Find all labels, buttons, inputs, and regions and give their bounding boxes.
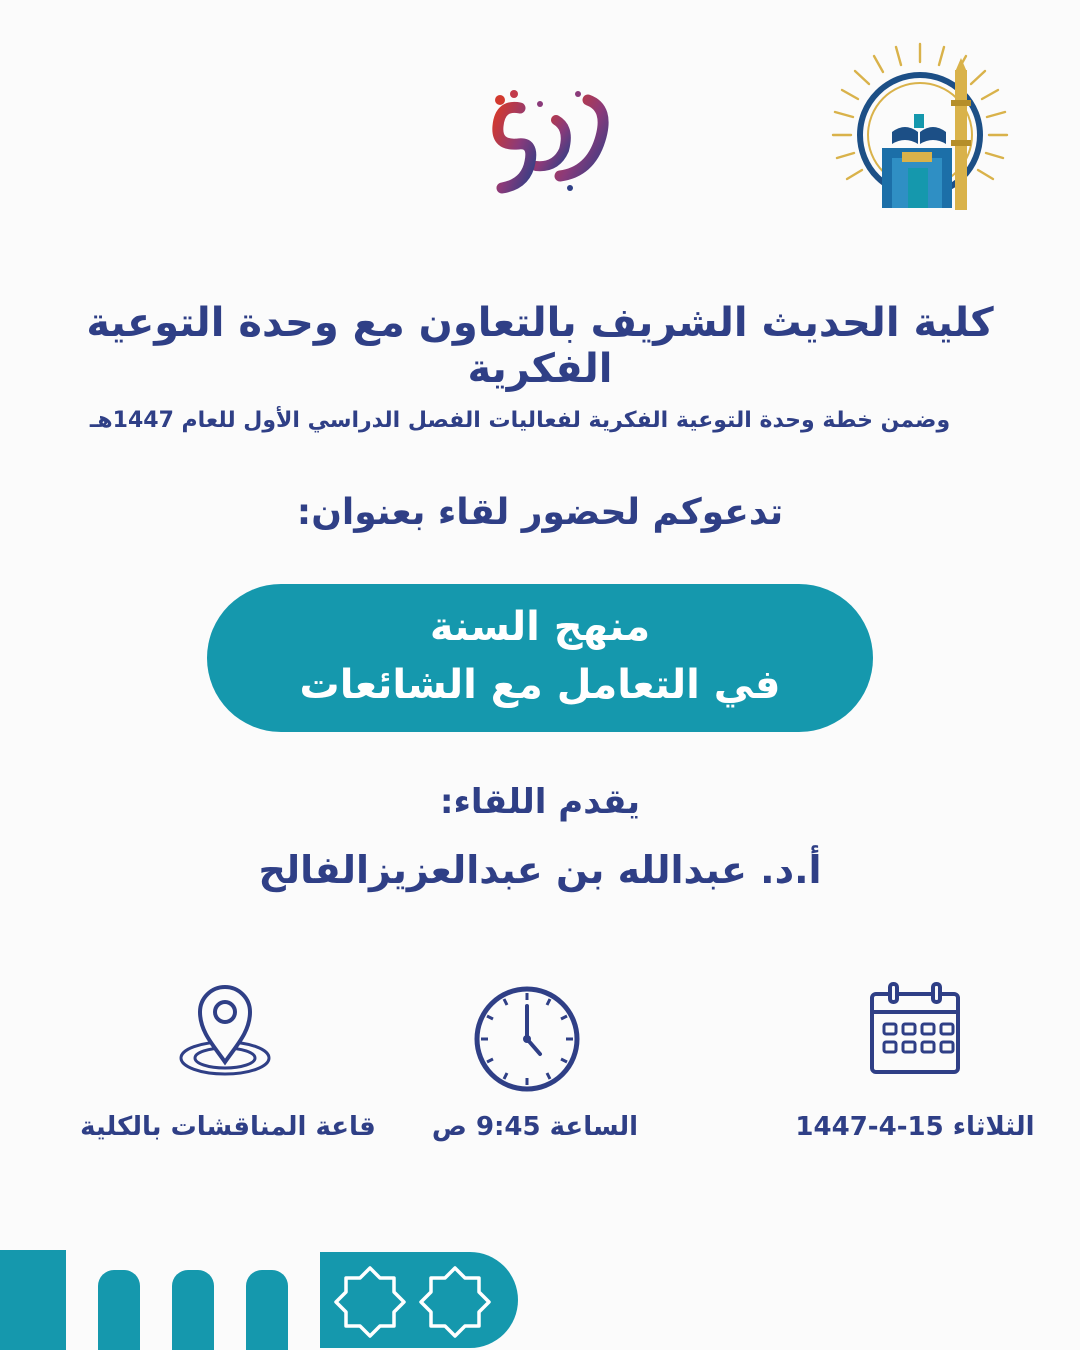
event-date: الثلاثاء 15-4-1447 — [795, 1112, 1035, 1142]
lecture-title-line1: منهج السنة — [429, 604, 651, 650]
main-title: كلية الحديث الشريف بالتعاون مع وحدة التوعية الفكرية — [86, 300, 994, 392]
lecture-title-line2: في التعامل مع الشائعات — [299, 662, 781, 708]
bottom-decoration — [0, 1250, 1080, 1350]
location-pin-icon — [170, 976, 280, 1086]
calendar-icon — [860, 978, 970, 1088]
subtitle: وضمن خطة وحدة التوعية الفكرية لفعاليات الفصل الدراسي الأول للعام 1447هـ — [89, 408, 951, 433]
university-emblem-icon — [830, 40, 1010, 220]
lecture-title-banner — [207, 584, 873, 732]
invite-text: تدعوكم لحضور لقاء بعنوان: — [296, 492, 784, 533]
presenter-name: أ.د. عبدالله بن عبدالعزيزالفالح — [258, 848, 822, 892]
dawa-calligraphy-logo-icon — [460, 80, 630, 200]
clock-icon — [472, 984, 582, 1094]
event-location: قاعة المناقشات بالكلية — [80, 1112, 376, 1142]
event-time: الساعة 9:45 ص — [431, 1112, 639, 1142]
presenter-label: يقدم اللقاء: — [439, 782, 641, 822]
